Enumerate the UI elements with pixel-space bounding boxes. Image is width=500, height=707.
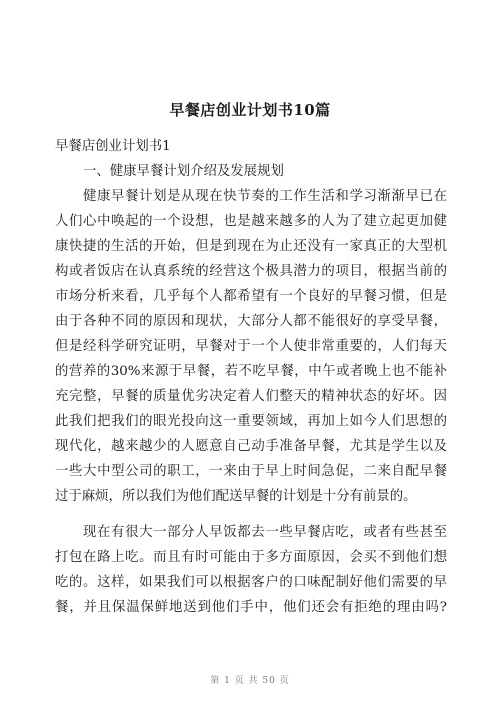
- paragraph-line: 现代化，越来越少的人愿意自己动手准备早餐，尤其是学生以及: [55, 439, 447, 454]
- paragraph-line: 人们心中唤起的一个设想，也是越来越多的人为了建立起更加健: [55, 214, 447, 229]
- paragraph-line: 但是经科学研究证明，早餐对于一个人使非常重要的，人们每天: [55, 339, 447, 354]
- paragraph-2: [55, 520, 447, 620]
- document-title: 早餐店创业计划书10篇: [169, 101, 331, 119]
- paragraph-line: 健康早餐计划是从现在快节奏的工作生活和学习渐渐早已在: [83, 189, 447, 204]
- paragraph-line: 一些大中型公司的职工，一来由于早上时间急促，二来自配早餐: [55, 464, 447, 479]
- document-body: [55, 134, 447, 620]
- paragraph-line: 现在有很大一部分人早饭都去一些早餐店吃，或者有些甚至: [83, 525, 447, 540]
- paragraph-line: 由于各种不同的原因和现状，大部分人都不能很好的享受早餐，: [55, 314, 447, 329]
- paragraph-line: 的营养的30%来源于早餐，若不吃早餐，中午或者晚上也不能补: [55, 364, 447, 379]
- page-footer: 第 1 页 共 50 页: [210, 676, 290, 686]
- paragraph-line: 市场分析来看，几乎每个人都希望有一个良好的早餐习惯，但是: [55, 289, 447, 304]
- paragraph-line: 康快捷的生活的开始，但是到现在为止还没有一家真正的大型机: [55, 239, 447, 254]
- paragraph-line: 打包在路上吃。而且有时可能由于多方面原因，会买不到他们想: [55, 550, 447, 565]
- paragraph-line: 吃的。这样，如果我们可以根据客户的口味配制好他们需要的早: [55, 575, 447, 590]
- section-heading: 一、健康早餐计划介绍及发展规划: [83, 164, 284, 179]
- paragraph-1: [55, 184, 447, 509]
- paragraph-gap: [55, 509, 447, 520]
- paragraph-line: 此我们把我们的眼光投向这一重要领域，再加上如今人们思想的: [55, 414, 447, 429]
- paragraph-line: 构或者饭店在认真系统的经营这个极具潜力的项目，根据当前的: [55, 264, 447, 279]
- paragraph-line: 过于麻烦，所以我们为他们配送早餐的计划是十分有前景的。: [55, 489, 417, 504]
- paragraph-line: 餐，并且保温保鲜地送到他们手中，他们还会有拒绝的理由吗?: [55, 600, 447, 615]
- section-title: 早餐店创业计划书1: [55, 139, 171, 154]
- paragraph-line: 充完整，早餐的质量优劣决定着人们整天的精神状态的好坏。因: [55, 389, 447, 404]
